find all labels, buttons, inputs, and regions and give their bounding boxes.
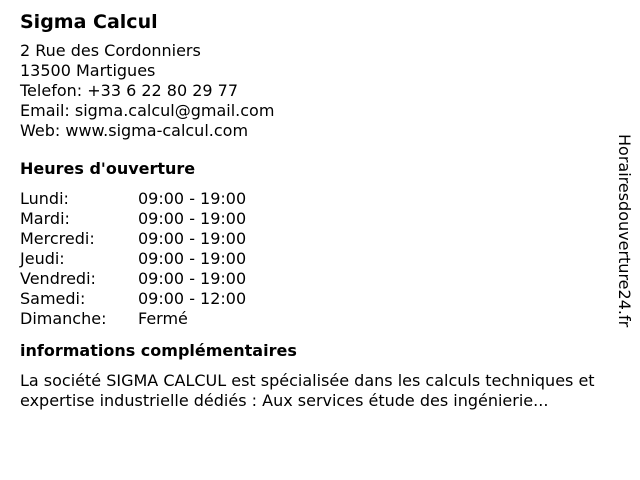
web-line: Web: www.sigma-calcul.com	[20, 121, 249, 140]
opening-hours-table	[20, 189, 610, 329]
hours-day: Mercredi:	[20, 229, 95, 248]
hours-day: Vendredi:	[20, 269, 96, 288]
hours-time: Fermé	[138, 309, 188, 328]
additional-info-heading: informations complémentaires	[20, 341, 297, 360]
hours-day: Jeudi:	[20, 249, 65, 268]
hours-row-tuesday	[20, 209, 610, 229]
additional-info-text: La société SIGMA CALCUL est spécialisée dans les calculs techniques et expertise industrielle dédiés : Aux services étude des ingénierie...	[20, 371, 595, 410]
address-line-city: 13500 Martigues	[20, 61, 156, 80]
hours-time: 09:00 - 12:00	[138, 289, 247, 308]
hours-time: 09:00 - 19:00	[138, 229, 247, 248]
phone-line: Telefon: +33 6 22 80 29 77	[20, 81, 239, 100]
hours-row-friday	[20, 269, 610, 289]
hours-time: 09:00 - 19:00	[138, 249, 247, 268]
hours-row-saturday	[20, 289, 610, 309]
hours-day: Samedi:	[20, 289, 86, 308]
hours-day: Lundi:	[20, 189, 69, 208]
hours-day: Mardi:	[20, 209, 70, 228]
hours-row-monday	[20, 189, 610, 209]
hours-time: 09:00 - 19:00	[138, 209, 247, 228]
business-name: Sigma Calcul	[20, 11, 158, 33]
site-watermark: Horairesdouverture24.fr	[615, 134, 634, 328]
address-line-street: 2 Rue des Cordonniers	[20, 41, 201, 60]
hours-row-thursday	[20, 249, 610, 269]
hours-row-sunday	[20, 309, 610, 329]
hours-time: 09:00 - 19:00	[138, 189, 247, 208]
business-card	[20, 10, 610, 411]
hours-time: 09:00 - 19:00	[138, 269, 247, 288]
email-line: Email: sigma.calcul@gmail.com	[20, 101, 275, 120]
hours-day: Dimanche:	[20, 309, 107, 328]
opening-hours-heading: Heures d'ouverture	[20, 159, 196, 178]
hours-row-wednesday	[20, 229, 610, 249]
